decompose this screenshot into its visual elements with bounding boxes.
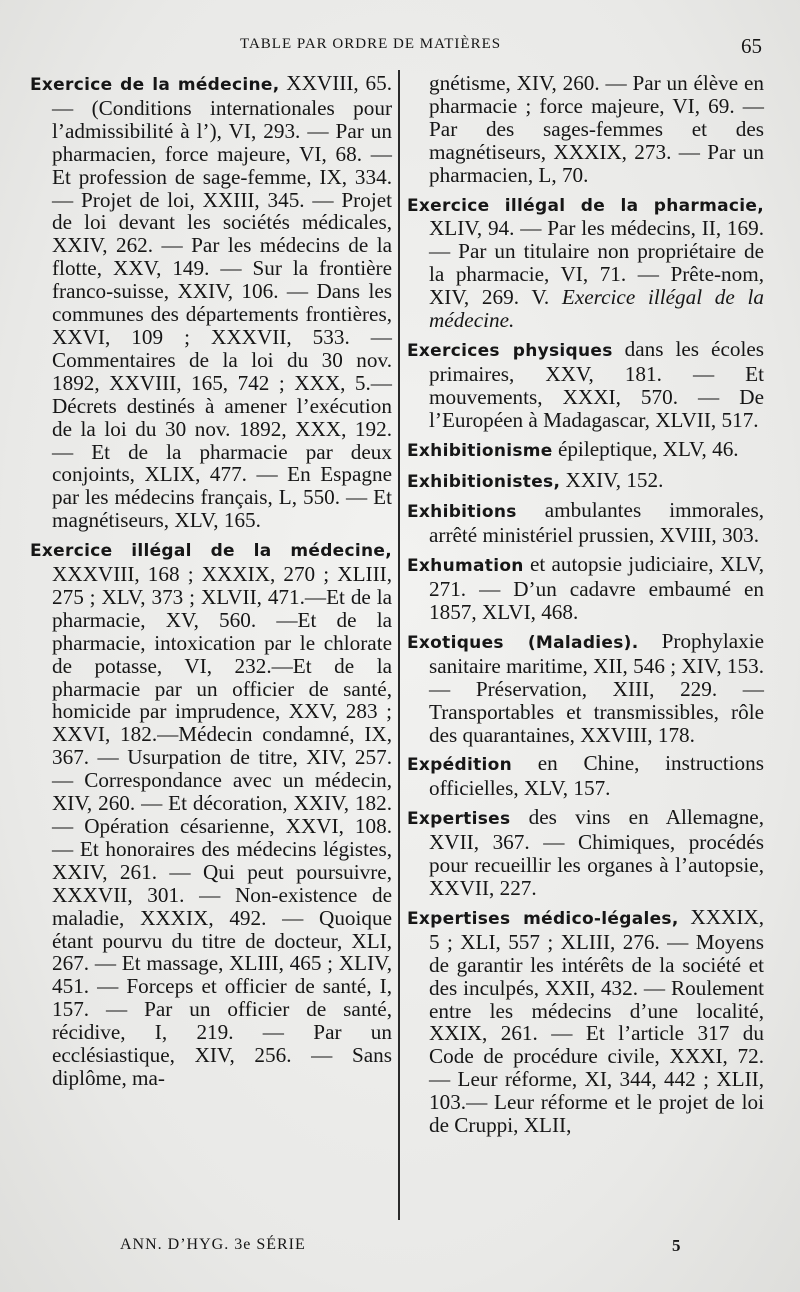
entry-headword: Exotiques (Maladies). <box>407 632 639 653</box>
entry-text: et autopsie judiciaire, XLV, 271. — D’un cadavre embaumé en 1857, XLVI, 468. <box>429 552 764 625</box>
index-entry <box>407 438 764 463</box>
index-column-left <box>30 72 392 1096</box>
entry-text: épileptique, XLV, 46. <box>552 436 739 461</box>
page-footer <box>0 1236 800 1260</box>
index-column-right <box>407 72 764 1143</box>
index-entry <box>407 630 764 747</box>
entry-headword: Exhibitionistes, <box>407 471 561 492</box>
entry-text: ambulantes immorales, arrêté ministériel prussien, XVIII, 303. <box>429 498 764 548</box>
journal-signature: ANN. D’HYG. 3e SÉRIE <box>120 1236 306 1253</box>
entry-headword: Exhumation <box>407 556 524 577</box>
index-entry <box>30 538 392 1090</box>
entry-headword: Exercice illégal de la pharmacie, <box>407 195 764 216</box>
entry-text: des vins en Allemagne, XVII, 367. — Chimiques, procédés pour recueillir les organes à l’autopsie, XXVII, 227. <box>429 805 764 900</box>
entry-headword: Expertises <box>407 809 511 830</box>
entry-see-also: Exercice illégal de la médecine. <box>429 285 764 333</box>
entry-headword: Exercices physiques <box>407 340 613 361</box>
index-entry <box>30 72 392 532</box>
page-number: 65 <box>741 34 762 58</box>
entry-text: XXXVIII, 168 ; XXXIX, 270 ; XLIII, 275 ; XLV, 373 ; XLVII, 471.—Et de la pharmacie, XV, 560. —Et de la pharmacie, intoxication par le chlorate de potasse, VI, 232.—Et de la pharmacie par un officier de santé, homicide par imprudence, XXV, 283 ; XXVI, 182.—Médecin condamné, IX, 367. — Usurpation de titre, XIV, 257. — Correspondance avec un médecin, XIV, 260. — Et décoration, XXIV, 182. — Opération césarienne, XXVI, 108. — Et honoraires des médecins légistes, XXIV, 261. — Qui peut poursuivre, XXXVII, 301. — Non-existence de maladie, XXXIX, 492. — Quoique étant pourvu du titre de docteur, XLI, 267. — Et massage, XLIII, 465 ; XLIV, 451. — Forceps et officier de santé, I, 157. — Par un officier de santé, récidive, I, 219. — Par un ecclésiastique, XIV, 256. — Sans diplôme, ma- <box>52 562 392 1090</box>
entry-headword: Expertises médico-légales, <box>407 908 679 929</box>
running-title: TABLE PAR ORDRE DE MATIÈRES <box>240 36 502 52</box>
index-entry <box>407 752 764 800</box>
index-entry <box>407 906 764 1137</box>
entry-headword: Expédition <box>407 755 513 776</box>
index-entry <box>407 469 764 494</box>
entry-text: dans les écoles primaires, XXV, 181. — Et mouvements, XXXI, 570. — De l’Européen à Madagascar, XLVII, 517. <box>429 336 764 432</box>
entry-text: XXIV, 152. <box>560 467 664 492</box>
column-divider <box>398 70 400 1220</box>
continued-entry: gnétisme, XIV, 260. — Par un élève en pharmacie ; force majeure, VI, 69. — Par des sages-femmes et des magnétiseurs, XXXIX, 273. — Par un pharmacien, L, 70. <box>429 71 764 187</box>
entry-text: en Chine, instructions officielles, XLV, 157. <box>429 751 764 801</box>
index-entry <box>407 499 764 547</box>
index-entry <box>407 193 764 332</box>
running-head <box>0 34 800 58</box>
index-entry <box>407 338 764 432</box>
index-entry <box>407 553 764 624</box>
entry-text: XXVIII, 65.— (Conditions internationales pour l’admissibilité à l’), VI, 293. — Par un pharmacien, force majeure, VI, 68. — Et profession de sage-femme, IX, 334.— Projet de loi, XXIII, 345. — Projet de loi devant les sociétés médicales, XXIV, 262. — Par les médecins de la flotte, XXV, 149. — Sur la frontière franco-suisse, XXIV, 106. — Dans les communes des départements frontières, XXVI, 109 ; XXXVII, 533. — Commentaires de la loi du 30 nov. 1892, XXVIII, 165, 742 ; XXX, 5.— Décrets destinés à amener l’exécution de la loi du 30 nov. 1892, XXX, 192. — Et de la pharmacie par deux conjoints, XLIX, 477. — En Espagne par les médecins français, L, 550. — Et magnétiseurs, XLV, 165. <box>52 71 392 533</box>
entry-headword: Exhibitions <box>407 502 517 523</box>
entry-headword: Exercice illégal de la médecine, <box>30 541 392 562</box>
index-entry <box>407 806 764 900</box>
entry-text: Prophylaxie sanitaire maritime, XII, 546 ; XIV, 153. — Préservation, XIII, 229. — Transportables et transmissibles, rôle des quarantaines, XXVIII, 178. <box>429 628 765 747</box>
signature-mark: 5 <box>672 1236 681 1255</box>
entry-text: XXXIX, 5 ; XLI, 557 ; XLIII, 276. — Moyens de garantir les intérêts de la société et des inculpés, XXII, 432. — Roulement entre les médecins d’une localité, XXIX, 261. — Et l’article 317 du Code de procédure civile, XXXI, 72. — Leur réforme, XI, 344, 442 ; XLII, 103.— Leur réforme et le projet de loi de Cruppi, XLII, <box>429 904 764 1138</box>
entry-text: XLIV, 94. — Par les médecins, II, 169. — Par un titulaire non propriétaire de la pharmacie, VI, 71. — Prête-nom, XIV, 269. V. <box>429 216 764 310</box>
entry-headword: Exercice de la médecine, <box>30 75 280 95</box>
entry-headword: Exhibitionisme <box>407 440 553 461</box>
